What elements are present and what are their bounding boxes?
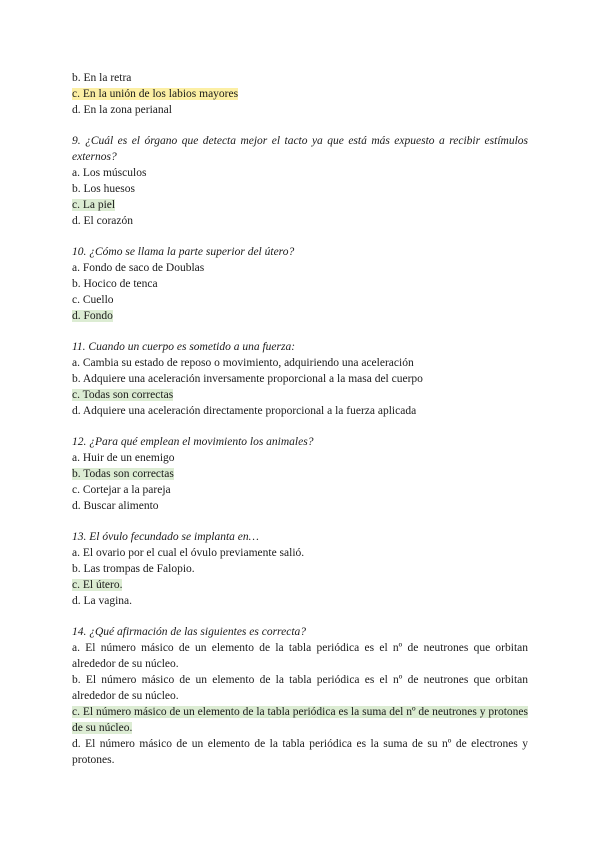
option-a: a. El número másico de un elemento de la tabla periódica es el nº de neutrones que orbitan alrededor de su núcleo. — [72, 642, 528, 670]
highlighted-answer: c. En la unión de los labios mayores — [72, 88, 239, 100]
option-a: a. Fondo de saco de Doublas — [72, 262, 205, 274]
option-c — [72, 577, 528, 593]
correct-answer: b. Todas son correctas — [72, 468, 174, 480]
correct-answer: d. Fondo — [72, 310, 113, 322]
option-c — [72, 387, 528, 403]
question-text: 13. El óvulo fecundado se implanta en… — [72, 531, 259, 543]
question-11 — [72, 339, 528, 419]
question-text: 11. Cuando un cuerpo es sometido a una fuerza: — [72, 341, 296, 353]
option-d: d. Buscar alimento — [72, 500, 159, 512]
option-a: a. El ovario por el cual el óvulo previamente salió. — [72, 547, 305, 559]
correct-answer: c. Todas son correctas — [72, 389, 174, 401]
option-d — [72, 308, 528, 324]
question-8-tail — [72, 70, 528, 118]
option-d: d. En la zona perianal — [72, 104, 172, 116]
question-text: 9. ¿Cuál es el órgano que detecta mejor el tacto ya que está más expuesto a recibir estímulos externos? — [72, 135, 528, 163]
option-b: b. El número másico de un elemento de la tabla periódica es el nº de neutrones que orbitan alrededor de su núcleo. — [72, 674, 528, 702]
option-d: d. El corazón — [72, 215, 133, 227]
question-14 — [72, 624, 528, 768]
option-b: b. Hocico de tenca — [72, 278, 158, 290]
option-a: a. Los músculos — [72, 167, 147, 179]
question-13 — [72, 529, 528, 609]
question-12 — [72, 434, 528, 514]
question-9 — [72, 133, 528, 229]
question-10 — [72, 244, 528, 324]
option-b: b. Adquiere una aceleración inversamente proporcional a la masa del cuerpo — [72, 373, 423, 385]
option-a: a. Cambia su estado de reposo o movimiento, adquiriendo una aceleración — [72, 357, 414, 369]
option-b: b. Las trompas de Falopio. — [72, 563, 195, 575]
option-c: c. Cortejar a la pareja — [72, 484, 171, 496]
correct-answer: c. El número másico de un elemento de la tabla periódica es la suma del nº de neutrones y protones de su núcleo. — [72, 706, 528, 734]
option-c — [72, 704, 528, 736]
question-text: 10. ¿Cómo se llama la parte superior del útero? — [72, 246, 295, 258]
option-c — [72, 86, 528, 102]
correct-answer: c. El útero. — [72, 579, 123, 591]
option-b: b. En la retra — [72, 72, 132, 84]
option-a: a. Huir de un enemigo — [72, 452, 175, 464]
question-text: 14. ¿Qué afirmación de las siguientes es correcta? — [72, 626, 307, 638]
option-b: b. Los huesos — [72, 183, 135, 195]
correct-answer: c. La piel — [72, 199, 116, 211]
option-b — [72, 466, 528, 482]
option-d: d. Adquiere una aceleración directamente proporcional a la fuerza aplicada — [72, 405, 417, 417]
document-page — [72, 70, 528, 768]
option-d: d. La vagina. — [72, 595, 133, 607]
option-c — [72, 197, 528, 213]
option-c: c. Cuello — [72, 294, 114, 306]
option-d: d. El número másico de un elemento de la tabla periódica es la suma de su nº de electrones y protones. — [72, 738, 528, 766]
question-text: 12. ¿Para qué emplean el movimiento los animales? — [72, 436, 314, 448]
